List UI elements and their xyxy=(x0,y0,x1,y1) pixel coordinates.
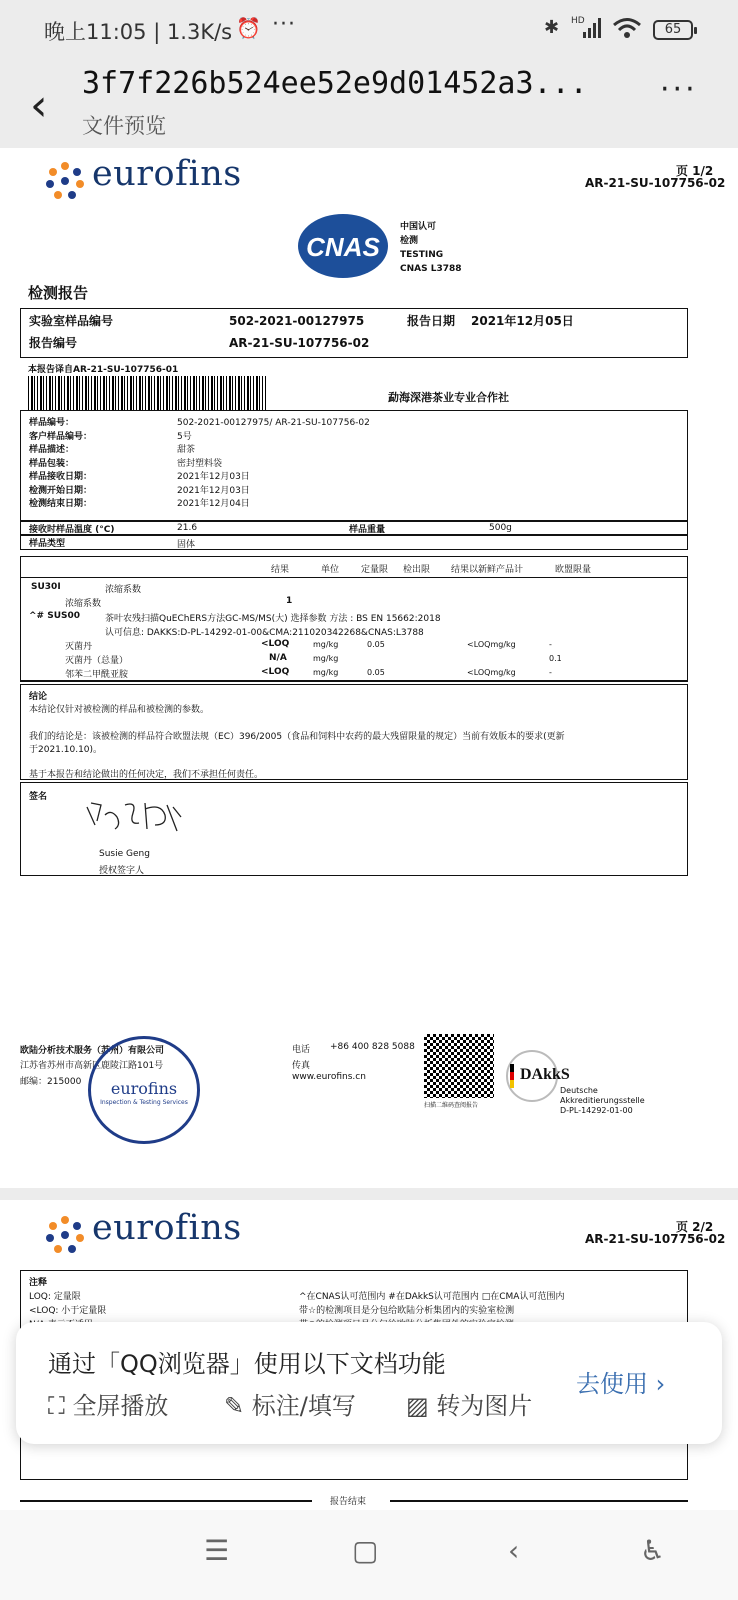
back-icon[interactable]: ‹ xyxy=(508,1534,520,1567)
signer-name: Susie Geng xyxy=(99,849,150,859)
status-time: 晚上11:05 | 1.3K/s xyxy=(44,20,233,44)
battery-icon: 65 xyxy=(653,20,693,40)
document-page-1[interactable] xyxy=(0,148,738,1188)
results-table: SU30I 浓缩系数 浓缩系数 1 ^# SUS00 茶叶农残扫描QuEChERS方法GC-MS/MS(大) 选择参数 方法 : BS EN 15662:2018 认可信息: DAKKS:D-PL-14292-01-00&CMA:211020342268&CNAS:L3788 灭菌丹 <LOQ mg/kg 0.05 <LOQmg/kg - 灭菌丹（总量） N/A mg/kg 0.1 邻苯二甲酰亚胺 <LOQ mg/kg 0.05 <LOQmg/kg - xyxy=(20,578,688,682)
top-nav xyxy=(0,58,738,148)
status-bar xyxy=(0,0,738,58)
edit-icon: ✎ xyxy=(224,1392,252,1420)
annotate-button[interactable]: ✎ 标注/填写 xyxy=(224,1392,356,1420)
info-values: 502-2021-00127975/ AR-21-SU-107756-02 5号 甜茶 密封塑料袋 2021年12月03日 2021年12月03日 2021年12月04日 xyxy=(177,418,370,509)
eurofins-logo-text: eurofins xyxy=(92,1208,242,1248)
svg-text:HD: HD xyxy=(571,16,585,26)
notes-box: 注释 LOQ: 定量限 <LOQ: 小于定量限 ^在CNAS认可范围内 #在DAkkS认可范围内 □在CMA认可范围内 带☆的检测项目是分包给欧陆分析集团内的实验室检测 xyxy=(20,1270,688,1480)
file-title: 3f7f226b524ee52e9d01452a3... xyxy=(82,66,588,101)
fullscreen-icon: ⛶ xyxy=(48,1392,73,1420)
qr-code[interactable] xyxy=(424,1034,494,1098)
eurofins-logo xyxy=(44,160,86,206)
accessibility-icon[interactable]: ♿ xyxy=(640,1534,666,1567)
doc-id: AR-21-SU-107756-02 xyxy=(585,176,726,190)
table-row: 灭菌丹 xyxy=(65,642,93,652)
barcode xyxy=(28,376,266,410)
qq-browser-popup xyxy=(16,1322,722,1444)
report-end: 报告结束 xyxy=(330,1497,367,1507)
phone-label: 电话 xyxy=(292,1045,311,1055)
footer-zip: 邮编：215000 xyxy=(20,1077,82,1087)
signature-image xyxy=(81,795,191,839)
system-nav-bar xyxy=(0,1510,738,1600)
table-row: 邻苯二甲酰亚胺 xyxy=(65,670,129,680)
alarm-icon: ⏰ xyxy=(236,16,261,40)
client-name: 勐海深港茶业专业合作社 xyxy=(388,391,509,404)
results-header: 结果 单位 定量限 检出限 结果以新鲜产品计 欧盟限量 xyxy=(20,556,688,578)
eurofins-logo-text: eurofins xyxy=(92,154,242,194)
signal-icon xyxy=(571,14,605,44)
footer-company: 欧陆分析技术服务（苏州）有限公司 xyxy=(20,1046,165,1056)
table-row: 灭菌丹（总量） xyxy=(65,656,129,666)
type-row: 样品类型 固体 xyxy=(20,534,688,550)
home-icon[interactable]: ▢ xyxy=(352,1534,379,1567)
more-icon[interactable]: ··· xyxy=(660,72,698,107)
dakks-title: DAkkS xyxy=(520,1066,570,1083)
fullscreen-button[interactable]: ⛶ 全屏播放 xyxy=(48,1392,169,1420)
status-more-dots: ··· xyxy=(272,12,296,37)
bluetooth-icon: ✱ xyxy=(544,17,560,38)
signature-box: 签名 Susie Geng 授权签字人 xyxy=(20,782,688,876)
eurofins-dots-icon xyxy=(44,1214,86,1256)
popup-title: 通过「QQ浏览器」使用以下文档功能 xyxy=(48,1350,446,1378)
sample-info-box xyxy=(20,410,688,522)
wifi-icon xyxy=(612,17,642,43)
info-labels: 样品编号： 客户样品编号： 样品描述： 样品包装： 样品接收日期： 检测开始日期： 检测结束日期： xyxy=(29,418,93,509)
phone: +86 400 828 5088 xyxy=(330,1042,415,1052)
doc-id: AR-21-SU-107756-02 xyxy=(585,1232,726,1246)
menu-icon[interactable]: ☰ xyxy=(204,1534,230,1567)
signer-role: 授权签字人 xyxy=(99,866,145,876)
eurofins-logo xyxy=(44,1214,86,1260)
end-divider-left xyxy=(20,1500,312,1502)
dakks-text: Deutsche Akkreditierungsstelle D-PL-14292-01-00 xyxy=(560,1086,645,1115)
eurofins-dots-icon xyxy=(44,160,86,202)
convert-image-button[interactable]: ▨ 转为图片 xyxy=(406,1392,533,1420)
end-divider-right xyxy=(390,1500,688,1502)
file-subtitle: 文件预览 xyxy=(82,114,166,138)
fax-label: 传真 xyxy=(292,1061,311,1071)
footer-address: 江苏省苏州市高新区鹿陵江路101号 xyxy=(20,1061,164,1071)
chevron-left-icon[interactable]: ‹ xyxy=(30,80,48,131)
image-icon: ▨ xyxy=(406,1392,437,1420)
temp-row: 接收时样品温度 (°C) 21.6 样品重量 500g xyxy=(20,520,688,536)
conclusion-box: 结论 本结论仅针对被检测的样品和被检测的参数。 我们的结论是：该被检测的样品符合欧盟法规（EC）396/2005（食品和饲料中农药的最大残留限量的规定）当前有效版本的要求(更新 于2021.10.10)。 基于本报告和结论做出的任何决定，我们不承担任何责任。 xyxy=(20,684,688,780)
report-title: 检测报告 xyxy=(28,284,89,302)
page-number: 页 2/2 xyxy=(676,1220,714,1234)
cnas-logo: CNAS xyxy=(298,214,388,278)
header-box: 实验室样品编号 502-2021-00127975 报告日期 2021年12月05日 报告编号 AR-21-SU-107756-02 xyxy=(20,308,688,358)
go-use-button[interactable]: 去使用 › xyxy=(576,1370,666,1398)
replaces-note: 本报告译自AR-21-SU-107756-01 xyxy=(28,365,179,375)
cnas-text: 中国认可 检测 TESTING CNAS L3788 xyxy=(400,222,462,274)
company-stamp: eurofins Inspection & Testing Services xyxy=(88,1036,200,1144)
page-number: 页 1/2 xyxy=(676,164,714,178)
qr-caption: 扫描二维码查阅报告 xyxy=(424,1102,479,1109)
website: www.eurofins.cn xyxy=(292,1072,366,1082)
